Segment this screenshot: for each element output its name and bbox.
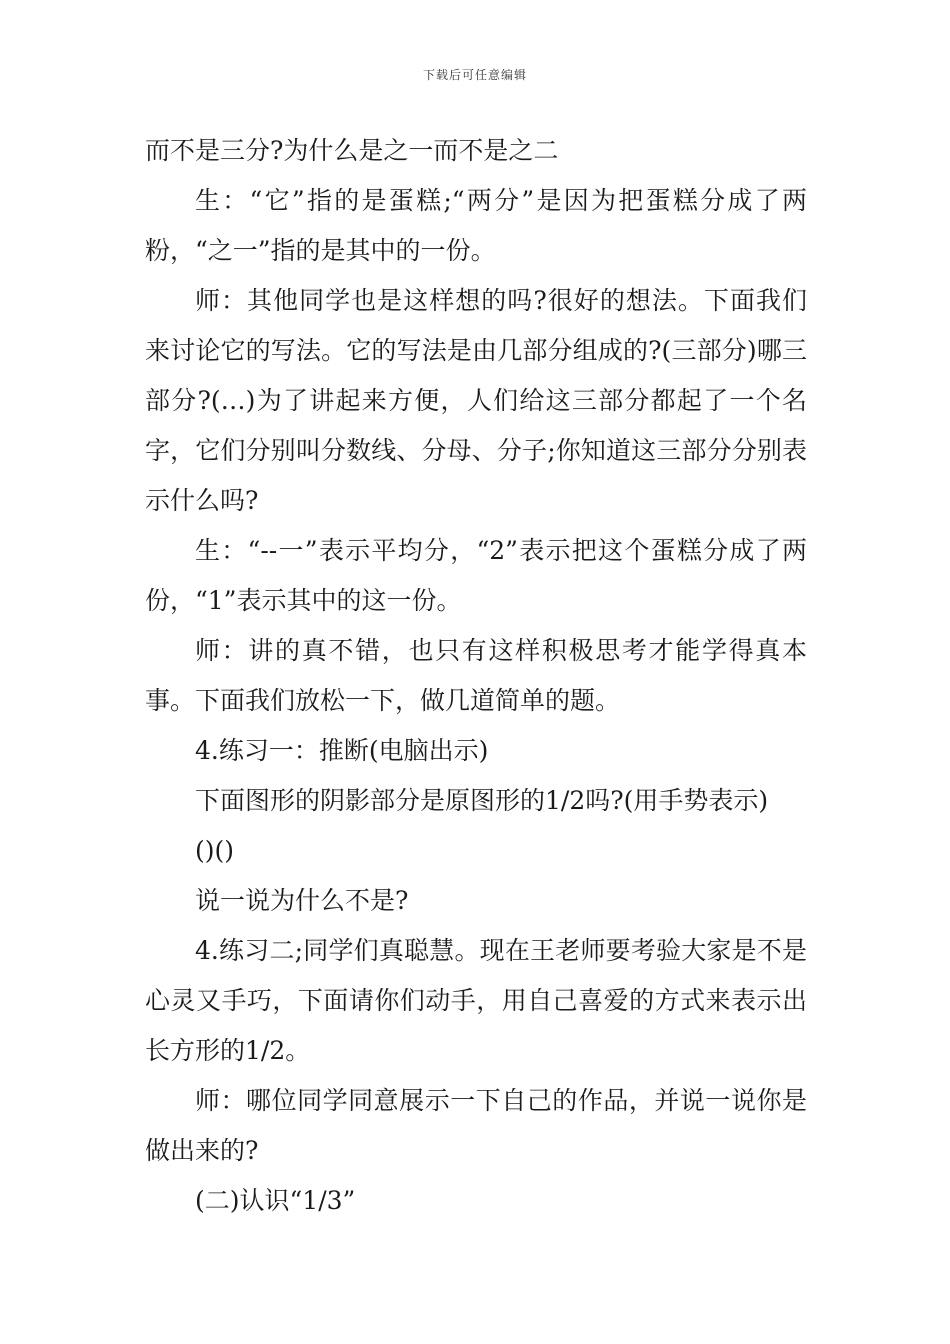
paragraph: 师：其他同学也是这样想的吗?很好的想法。下面我们来讨论它的写法。它的写法是由几部分组成的?(三部分)哪三部分?(…)为了讲起来方便，人们给这三部分都起了一个名字，它们分别叫分数线、分母、分子;你知道这三部分分别表示什么吗? xyxy=(145,286,807,515)
document-body xyxy=(145,126,807,1226)
paragraph: ()() xyxy=(195,836,235,865)
paragraph: 生：“它”指的是蛋糕;“两分”是因为把蛋糕分成了两粉，“之一”指的是其中的一份。 xyxy=(145,186,807,265)
paragraph: 说一说为什么不是? xyxy=(195,886,409,915)
page-header: 下载后可任意编辑 xyxy=(422,68,527,82)
paragraph: 师：哪位同学同意展示一下自己的作品，并说一说你是做出来的? xyxy=(145,1086,807,1165)
paragraph: (二)认识“1/3” xyxy=(195,1186,356,1215)
paragraph: 4.练习一：推断(电脑出示) xyxy=(195,736,489,765)
paragraph: 生：“--一”表示平均分，“2”表示把这个蛋糕分成了两份，“1”表示其中的这一份。 xyxy=(145,536,807,615)
paragraph: 下面图形的阴影部分是原图形的1/2吗?(用手势表示) xyxy=(195,786,769,815)
paragraph: 师：讲的真不错，也只有这样积极思考才能学得真本事。下面我们放松一下，做几道简单的题。 xyxy=(145,636,807,715)
paragraph: 而不是三分?为什么是之一而不是之二 xyxy=(145,136,559,165)
paragraph: 4.练习二;同学们真聪慧。现在王老师要考验大家是不是心灵又手巧，下面请你们动手，用自己喜爱的方式来表示出长方形的1/2。 xyxy=(145,936,807,1065)
